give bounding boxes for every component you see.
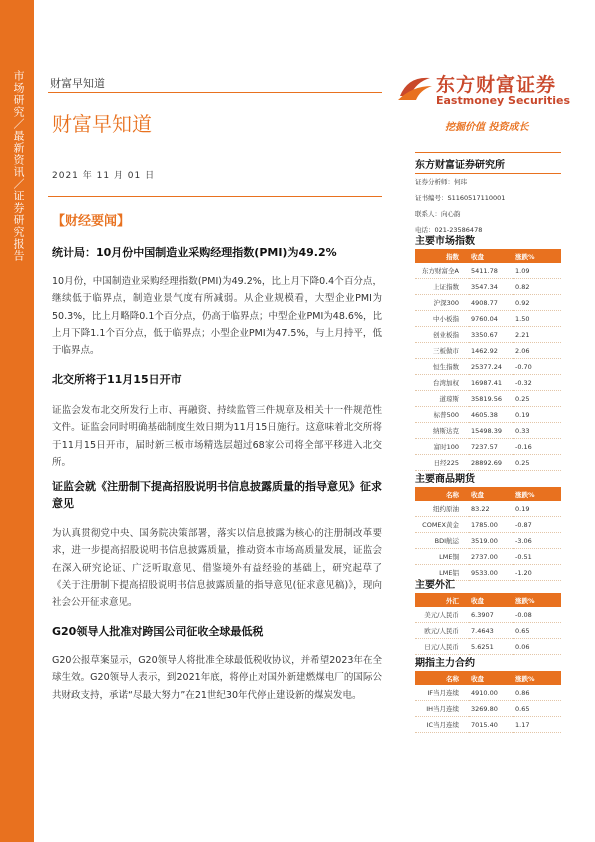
table-cell: -0.70	[513, 359, 561, 375]
table-cell: 日元/人民币	[415, 639, 469, 655]
market-index-panel	[415, 232, 561, 471]
table-row	[415, 685, 561, 701]
table-header-cell: 涨跌%	[513, 488, 561, 501]
table-cell: 7237.57	[469, 439, 513, 455]
table-cell: 中小板指	[415, 311, 469, 327]
contact-license: 证书编号：S1160517110001	[415, 194, 506, 202]
table-cell: 9533.00	[469, 565, 513, 581]
table-cell: -3.06	[513, 533, 561, 549]
news-title-1: 统计局：10月份中国制造业采购经理指数(PMI)为49.2%	[52, 246, 337, 259]
table-cell: 标普500	[415, 407, 469, 423]
table-cell: 5.6251	[469, 639, 513, 655]
table-cell: 16987.41	[469, 375, 513, 391]
table-cell: 3519.00	[469, 533, 513, 549]
table-header-cell: 名称	[415, 672, 469, 685]
table-cell: 富时100	[415, 439, 469, 455]
table-cell: 东方财富全A	[415, 263, 469, 279]
contact-liaison: 联系人：向心韵	[415, 210, 461, 218]
table-cell: 2.06	[513, 343, 561, 359]
table-row	[415, 639, 561, 655]
futures-panel	[415, 654, 561, 733]
news-body-1: 10月份，中国制造业采购经理指数(PMI)为49.2%，比上月下降0.4个百分点，继续低于临界点，制造业景气度有所减弱。从企业规模看，大型企业PMI为50.3%，比上月略降0.1个百分点，仍高于临界点；中型企业PMI为48.6%，比上月下降1.1个百分点，低于临界点；小型企业PMI为47.5%，与上月持平，低于临界点。	[52, 276, 382, 357]
table-cell: IC当月连续	[415, 717, 469, 733]
commodities-title: 主要商品期货	[415, 470, 561, 488]
sidebar-label: 市场研究／最新资讯／证券研究报告	[12, 70, 25, 262]
table-cell: 4910.00	[469, 685, 513, 701]
table-row	[415, 439, 561, 455]
header-divider	[48, 92, 382, 93]
table-row	[415, 343, 561, 359]
table-row	[415, 407, 561, 423]
table-cell: 0.19	[513, 407, 561, 423]
table-header-row	[415, 594, 561, 607]
table-header-cell: 收盘	[469, 672, 513, 685]
table-cell: 恒生指数	[415, 359, 469, 375]
title-divider	[48, 196, 382, 197]
table-cell: 0.82	[513, 279, 561, 295]
table-cell: -0.32	[513, 375, 561, 391]
market-index-title: 主要市场指数	[415, 232, 561, 250]
market-index-table	[415, 250, 561, 471]
table-row	[415, 533, 561, 549]
table-cell: 2.21	[513, 327, 561, 343]
table-cell: 5411.78	[469, 263, 513, 279]
table-cell: 2737.00	[469, 549, 513, 565]
table-cell: 1462.92	[469, 343, 513, 359]
table-cell: 0.65	[513, 623, 561, 639]
table-cell: 日经225	[415, 455, 469, 471]
table-cell: 25377.24	[469, 359, 513, 375]
table-cell: 1.50	[513, 311, 561, 327]
table-cell: 35819.56	[469, 391, 513, 407]
table-header-cell: 名称	[415, 488, 469, 501]
header-label: 财富早知道	[50, 77, 105, 90]
table-header-row	[415, 250, 561, 263]
table-header-cell: 外汇	[415, 594, 469, 607]
page-title: 财富早知道	[52, 112, 152, 136]
table-row	[415, 359, 561, 375]
futures-table	[415, 672, 561, 733]
table-cell: 4605.38	[469, 407, 513, 423]
commodities-table	[415, 488, 561, 581]
table-header-row	[415, 488, 561, 501]
table-cell: COMEX黄金	[415, 517, 469, 533]
table-row	[415, 517, 561, 533]
table-cell: 0.25	[513, 455, 561, 471]
table-row	[415, 717, 561, 733]
table-cell: 3350.67	[469, 327, 513, 343]
table-cell: -0.51	[513, 549, 561, 565]
table-cell: 0.19	[513, 501, 561, 517]
table-header-cell: 收盘	[469, 250, 513, 263]
table-row	[415, 607, 561, 623]
table-cell: 0.33	[513, 423, 561, 439]
table-cell: IF当月连续	[415, 685, 469, 701]
table-cell: 3547.34	[469, 279, 513, 295]
fx-panel	[415, 576, 561, 655]
table-cell: 7015.40	[469, 717, 513, 733]
table-cell: 15498.39	[469, 423, 513, 439]
contact-title: 东方财富证券研究所	[415, 152, 561, 174]
table-cell: 上证指数	[415, 279, 469, 295]
table-cell: 7.4643	[469, 623, 513, 639]
brand-name-cn: 东方财富证券	[436, 74, 557, 96]
table-cell: 美元/人民币	[415, 607, 469, 623]
table-cell: 纳斯达克	[415, 423, 469, 439]
table-row	[415, 375, 561, 391]
contact-box	[415, 152, 561, 238]
table-row	[415, 391, 561, 407]
news-body-2: 证监会发布北交所发行上市、再融资、持续监管三件规章及相关十一件规范性文件。证监会同时明确基础制度生效日期为11月15日施行。这意味着北交所将于11月15日开市，届时新三板市场精选层超过68家公司将全部平移进入北交所。	[52, 405, 382, 468]
table-row	[415, 455, 561, 471]
table-cell: 沪深300	[415, 295, 469, 311]
table-row	[415, 701, 561, 717]
table-row	[415, 263, 561, 279]
table-cell: 1.17	[513, 717, 561, 733]
table-header-cell: 涨跌%	[513, 594, 561, 607]
table-cell: 道琼斯	[415, 391, 469, 407]
table-cell: 0.65	[513, 701, 561, 717]
news-title-3: 证监会就《注册制下提高招股说明书信息披露质量的指导意见》征求意见	[52, 480, 382, 510]
table-header-cell: 收盘	[469, 488, 513, 501]
table-cell: 0.86	[513, 685, 561, 701]
table-row	[415, 279, 561, 295]
table-cell: 纽约原油	[415, 501, 469, 517]
table-cell: 三板做市	[415, 343, 469, 359]
report-date: 2021 年 11 月 01 日	[52, 171, 156, 181]
fx-title: 主要外汇	[415, 576, 561, 594]
table-header-cell: 涨跌%	[513, 672, 561, 685]
table-row	[415, 327, 561, 343]
brand-mark-icon	[396, 72, 434, 102]
table-cell: -0.87	[513, 517, 561, 533]
news-title-4: G20领导人批准对跨国公司征收全球最低税	[52, 625, 264, 638]
table-cell: 欧元/人民币	[415, 623, 469, 639]
table-cell: LME铝	[415, 565, 469, 581]
table-cell: -0.16	[513, 439, 561, 455]
table-cell: 28892.69	[469, 455, 513, 471]
table-cell: 0.92	[513, 295, 561, 311]
fx-table	[415, 594, 561, 655]
table-cell: 0.06	[513, 639, 561, 655]
table-row	[415, 423, 561, 439]
brand-name-en: Eastmoney Securities	[436, 94, 571, 107]
table-header-cell: 指数	[415, 250, 469, 263]
table-cell: 9760.04	[469, 311, 513, 327]
news-body-3: 为认真贯彻党中央、国务院决策部署，落实以信息披露为核心的注册制改革要求，进一步提高招股说明书信息披露质量，推动资本市场高质量发展，证监会在深入研究论证、广泛听取意见、借鉴境外有益经验的基础上，研究起草了《关于注册制下提高招股说明书信息披露质量的指导意见(征求意见稿)》，现向社会公开征求意见。	[52, 528, 382, 609]
table-row	[415, 311, 561, 327]
table-header-cell: 涨跌%	[513, 250, 561, 263]
table-row	[415, 549, 561, 565]
contact-analyst: 证券分析师：何玮	[415, 178, 467, 186]
table-cell: 83.22	[469, 501, 513, 517]
table-cell: 创业板指	[415, 327, 469, 343]
table-row	[415, 623, 561, 639]
table-cell: 1.09	[513, 263, 561, 279]
brand-slogan: 挖掘价值 投资成长	[445, 122, 529, 133]
table-cell: -1.20	[513, 565, 561, 581]
table-cell: 0.25	[513, 391, 561, 407]
table-row	[415, 295, 561, 311]
table-cell: 台湾加权	[415, 375, 469, 391]
section-tag: 【财经要闻】	[52, 214, 131, 229]
news-body-4: G20公报草案显示，G20领导人将批准全球最低税收协议，并希望2023年在全球生效。G20领导人表示，到2021年底，将停止对国外新建燃煤电厂的国际公共财政支持，承诺“尽最大努力”在21世纪30年代停止建设新的煤炭发电。	[52, 655, 382, 701]
table-cell: -0.08	[513, 607, 561, 623]
futures-title: 期指主力合约	[415, 654, 561, 672]
brand-logo	[396, 68, 571, 112]
table-cell: IH当月连续	[415, 701, 469, 717]
commodities-panel	[415, 470, 561, 581]
table-cell: 6.3907	[469, 607, 513, 623]
table-cell: 4908.77	[469, 295, 513, 311]
news-title-2: 北交所将于11月15日开市	[52, 373, 182, 386]
contact-phone: 电话：021-23586478	[415, 226, 483, 234]
table-row	[415, 501, 561, 517]
table-header-cell: 收盘	[469, 594, 513, 607]
table-header-row	[415, 672, 561, 685]
table-cell: 1785.00	[469, 517, 513, 533]
table-cell: LME铜	[415, 549, 469, 565]
sidebar	[0, 0, 34, 842]
table-cell: BDI航运	[415, 533, 469, 549]
table-cell: 3269.80	[469, 701, 513, 717]
